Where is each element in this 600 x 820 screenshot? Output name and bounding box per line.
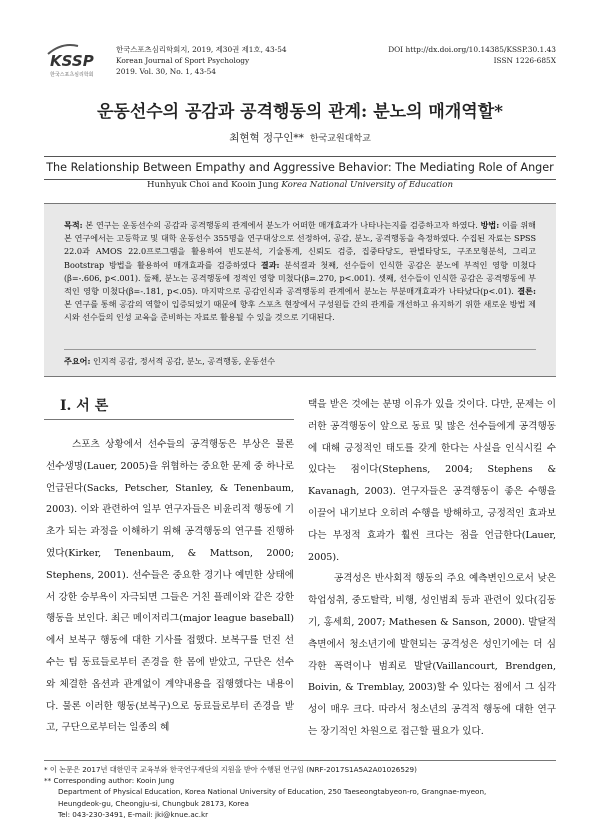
abstract-divider xyxy=(64,349,536,350)
abstract-result-label: 결과: xyxy=(260,259,280,270)
issn: ISSN 1226-685X xyxy=(493,56,556,65)
body-column-right xyxy=(308,394,556,743)
authors-kr xyxy=(0,130,600,145)
abstract-method-label: 방법: xyxy=(480,220,500,230)
journal-name-kr: 한국스포츠심리학회지, 2019, 제30권 제1호, 43-54 xyxy=(116,45,287,54)
footnote-contact: Tel: 043-230-3491, E-mail: jki@knue.ac.kr xyxy=(58,809,209,819)
journal-citation xyxy=(116,44,287,77)
keywords-label: 주요어: xyxy=(64,356,91,366)
abstract-purpose-label: 목적: xyxy=(64,220,83,230)
keywords-list: 인지적 공감, 정서적 공감, 분노, 공격행동, 운동선수 xyxy=(90,356,276,366)
abstract-box xyxy=(44,203,556,377)
author-names-en: Hunhyuk Choi and Kooin Jung xyxy=(147,180,279,190)
logo-subtext: 한국스포츠심리학회 xyxy=(50,72,94,78)
footnote-rule xyxy=(44,760,556,761)
kssp-logo-icon xyxy=(44,40,106,80)
abstract-result: 분석결과 첫째, 선수들이 인식한 공감은 분노에 부적인 영향 미쳤다(β=-.606, p<.001). 둘째, 분노는 공격행동에 정적인 영향 미쳤다(β=.270, p<.001). 셋째, 선수들이 인식한 공감은 공격행동에 부적인 영향 미쳤다(β=-.181, p<.05). 마지막으로 공감인식과 공격행동의 관계에서 분노는 부분매개효과가 나타났다(p<.01). xyxy=(64,259,536,297)
affiliation-kr: 한국교원대학교 xyxy=(309,134,371,144)
journal-volume: 2019. Vol. 30, No. 1, 43-54 xyxy=(116,67,216,76)
logo-text: KSSP xyxy=(50,52,94,70)
footnote-funding: * 이 논문은 2017년 대한민국 교육부와 한국연구재단의 지원을 받아 수행된 연구임 (NRF-2017S1A5A2A01026529) xyxy=(44,765,417,774)
abstract-method: 이를 위해 본 연구에서는 고등학교 및 대학 운동선수 355명을 연구대상으로 선정하여, 공감, 분노, 공격행동을 측정하였다. 수집된 자료는 SPSS 22.0과 AMOS 22.0프로그램을 활용하여 빈도분석, 기술통계, 신뢰도 검증, 집중타당도, 판별타당도, 구조모형분석, 그리고 Bootstrap 방법을 활용하여 매개효과를 검증하였다 xyxy=(64,220,537,270)
body-column-left: 스포츠 상황에서 선수들의 공격행동은 부상은 물론 선수생명(Lauer, 2005)을 위협하는 중요한 문제 중 하나로 언급된다(Sacks, Petscher, Stanley, & Tenenbaum, 2003). 이와 관련하여 일부 연구자들은 비윤리적 행동에 기초가 되는 과정을 이해하기 위해 공격행동의 연구를 진행하였다(Kirker, Tenenbaum, & Mattson, 2000; Stephens, 2001). 선수들은 중요한 경기나 예민한 상태에서 강한 승부욕이 자극되면 그들은 거친 플레이와 같은 강한 행동을 보인다. 최근 메이저리그(major league baseball)에서 보복구 행동에 대한 기사를 접했다. 보복구를 던진 선수는 팀 동료들로부터 존경을 한 몸에 받았고, 구단은 선수와 체결한 옵션과 관계없이 계약내용을 집행했다는 내용이다. 물론 이러한 행동(보복구)으로 동료들로부터 존경을 받고, 구단으로부터는 일종의 혜 xyxy=(46,439,294,734)
journal-logo xyxy=(44,40,106,80)
affiliation-en: Korea National University of Education xyxy=(281,180,453,190)
abstract-purpose: 본 연구는 운동선수의 공감과 공격행동의 관계에서 분노가 어떠한 매개효과가 나타나는지를 검증하고자 하였다. xyxy=(82,220,481,230)
doi-link[interactable]: DOI http://dx.doi.org/10.14385/KSSP.30.1.43 xyxy=(388,45,556,54)
author-names-kr: 최현혁 정구인** xyxy=(229,132,304,144)
footnote-address-1: Department of Physical Education, Korea National University of Education, 250 Taeseongtabyeon-ro, Grangnae-myeon, xyxy=(58,787,487,797)
abstract-conclusion-label: 결론: xyxy=(517,286,536,297)
section-heading-introduction: I. 서 론 xyxy=(60,398,109,414)
paper-title-en: The Relationship Between Empathy and Aggressive Behavior: The Mediating Role of Anger xyxy=(46,161,554,174)
footnote-address-2: Heungdeok-gu, Cheongju-si, Chungbuk 28173, Korea xyxy=(58,798,249,808)
section-rule xyxy=(44,419,294,420)
paragraph: 공격성은 반사회적 행동의 주요 예측변인으로서 낮은 학업성취, 중도탈락, 비행, 성인범죄 등과 관련이 있다(김동기, 홍세희, 2007; Mathesen & Sanson, 2000). 발달적 측면에서 청소년기에 발현되는 공격성은 성인기에는 더 심각한 폭력이나 범죄로 발달(Vaillancourt, Brendgen, Boivin, & Tremblay, 2003)할 수 있다는 점에서 그 심각성이 매우 크다. 따라서 청소년의 공격적 행동에 대한 연구는 장기적인 차원으로 접근할 필요가 있다. xyxy=(308,573,556,737)
abstract-text xyxy=(64,219,536,325)
abstract-conclusion: 본 연구를 통해 공감의 역할이 입증되었기 때문에 향후 스포츠 현장에서 구성원들 간의 관계를 개선하고 유지하기 위한 새로운 방법 제시와 선수들의 인성 교육을 준비하는 자료로 활용될 수 있을 것으로 기대된다. xyxy=(64,299,536,323)
paragraph: 택을 받은 것에는 분명 이유가 있을 것이다. 다만, 문제는 이러한 공격행동이 앞으로 동료 및 많은 선수들에게 공격행동에 대해 긍정적인 태도를 갖게 한다는 사실을 인식시킬 수 있다는 점이다(Stephens, 2004; Stephens & Kavanagh, 2003). 연구자들은 공격행동이 좋은 수행을 이끌어 내기보다 오히려 수행을 방해하고, 긍정적인 효과보다는 부정적 효과가 훨씬 크다는 점을 언급한다(Lauer, 2005). xyxy=(308,399,556,563)
footnote-corresponding: ** Corresponding author: Kooin Jung xyxy=(44,776,175,786)
authors-en xyxy=(0,180,600,190)
paper-title-kr: 운동선수의 공감과 공격행동의 관계: 분노의 매개역할* xyxy=(96,102,504,122)
keywords xyxy=(64,356,275,367)
journal-name-en: Korean Journal of Sport Psychology xyxy=(116,56,250,65)
footnotes xyxy=(44,764,556,820)
journal-identifiers xyxy=(388,44,556,66)
